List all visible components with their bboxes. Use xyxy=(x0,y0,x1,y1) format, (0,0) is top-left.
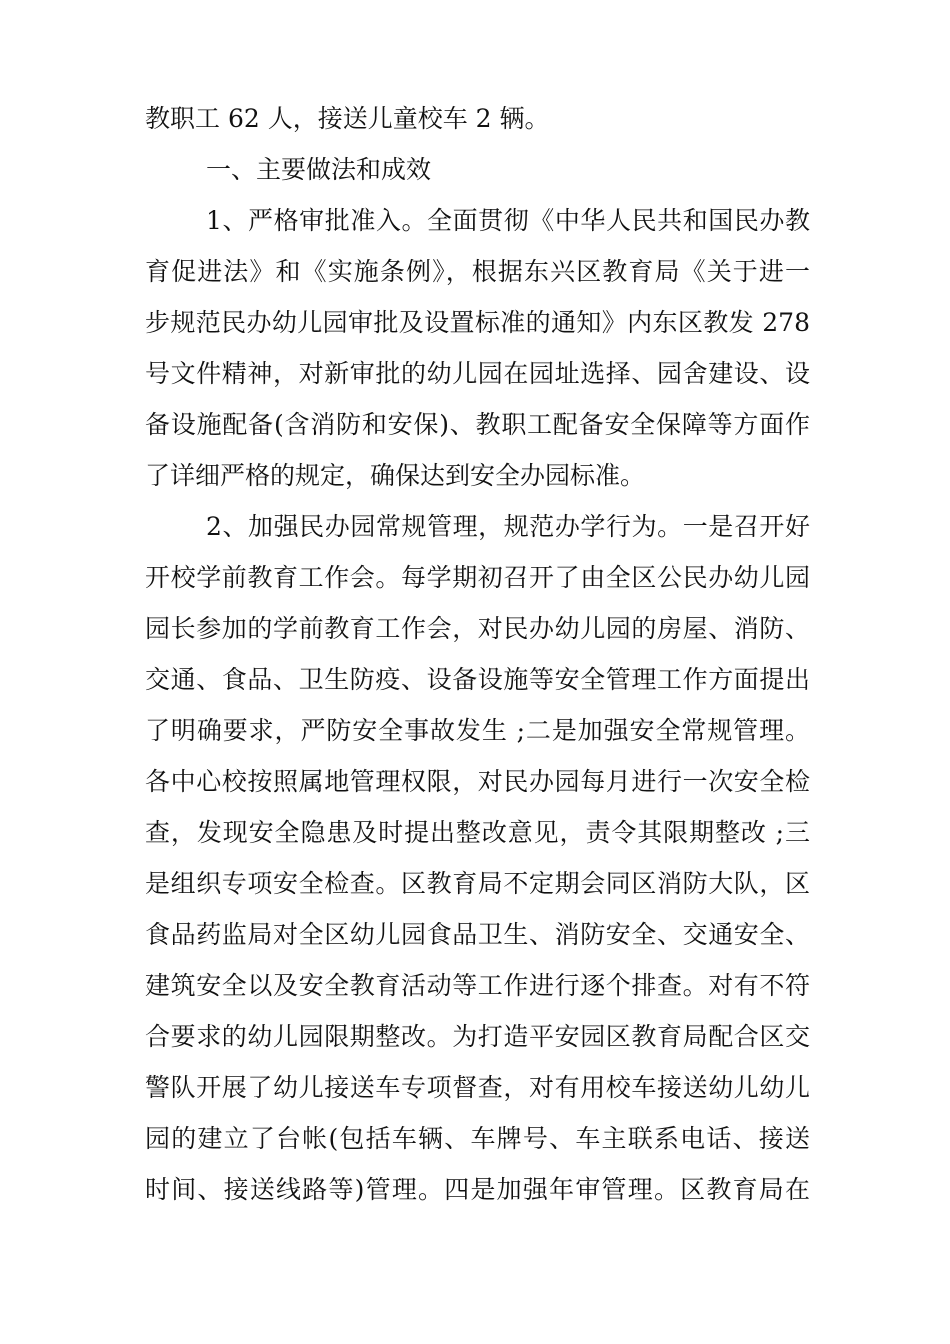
text-line: 步规范民办幼儿园审批及设置标准的通知》内东区教发 278 xyxy=(145,308,810,337)
text-line: 合要求的幼儿园限期整改。为打造平安园区教育局配合区交 xyxy=(145,1022,810,1051)
text-line: 号文件精神，对新审批的幼儿园在园址选择、园舍建设、设 xyxy=(145,359,810,388)
text-line: 了详细严格的规定，确保达到安全办园标准。 xyxy=(145,461,646,490)
text-line: 园的建立了台帐(包括车辆、车牌号、车主联系电话、接送 xyxy=(145,1124,810,1153)
text-line: 园长参加的学前教育工作会，对民办幼儿园的房屋、消防、 xyxy=(145,614,810,643)
paragraph-1-first-line: 1、严格审批准入。全面贯彻《中华人民共和国民办教 xyxy=(206,206,810,235)
text-line: 食品药监局对全区幼儿园食品卫生、消防安全、交通安全、 xyxy=(145,920,810,949)
text-line: 建筑安全以及安全教育活动等工作进行逐个排查。对有不符 xyxy=(145,971,810,1000)
paragraph-2-first-line: 2、加强民办园常规管理，规范办学行为。一是召开好 xyxy=(206,512,810,541)
section-heading: 一、主要做法和成效 xyxy=(206,155,432,184)
text-line: 教职工 62 人，接送儿童校车 2 辆。 xyxy=(145,104,550,133)
text-line: 备设施配备(含消防和安保)、教职工配备安全保障等方面作 xyxy=(145,410,810,439)
text-line: 各中心校按照属地管理权限，对民办园每月进行一次安全检 xyxy=(145,767,810,796)
text-line: 警队开展了幼儿接送车专项督查，对有用校车接送幼儿幼儿 xyxy=(145,1073,810,1102)
text-line: 查，发现安全隐患及时提出整改意见，责令其限期整改 ;三 xyxy=(145,818,810,847)
text-line: 育促进法》和《实施条例》，根据东兴区教育局《关于进一 xyxy=(145,257,810,286)
text-line: 是组织专项安全检查。区教育局不定期会同区消防大队，区 xyxy=(145,869,810,898)
text-line: 时间、接送线路等)管理。四是加强年审管理。区教育局在 xyxy=(145,1175,810,1204)
text-line: 交通、食品、卫生防疫、设备设施等安全管理工作方面提出 xyxy=(145,665,810,694)
text-line: 开校学前教育工作会。每学期初召开了由全区公民办幼儿园 xyxy=(145,563,810,592)
text-line: 了明确要求，严防安全事故发生 ;二是加强安全常规管理。 xyxy=(145,716,810,745)
